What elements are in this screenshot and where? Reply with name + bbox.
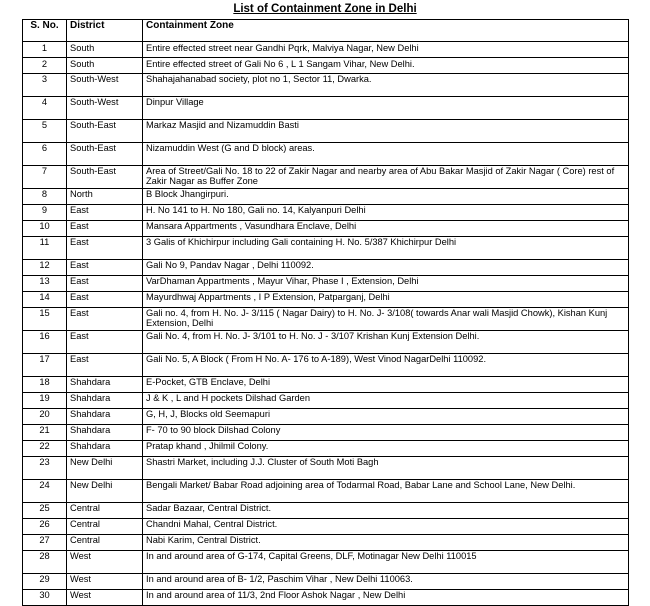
row-district: West — [67, 574, 143, 590]
row-sno: 17 — [23, 354, 67, 377]
row-district: South-West — [67, 74, 143, 97]
row-sno: 6 — [23, 143, 67, 166]
row-zone: In and around area of B- 1/2, Paschim Vihar , New Delhi 110063. — [143, 574, 629, 590]
row-district: Central — [67, 503, 143, 519]
row-zone: In and around area of G-174, Capital Greens, DLF, Motinagar New Delhi 110015 — [143, 551, 629, 574]
table-row — [23, 377, 629, 393]
table-row — [23, 97, 629, 120]
row-sno: 28 — [23, 551, 67, 574]
table-row — [23, 74, 629, 97]
row-district: Central — [67, 519, 143, 535]
row-sno: 7 — [23, 166, 67, 189]
row-zone: In and around area of 11/3, 2nd Floor Ashok Nagar , New Delhi — [143, 590, 629, 606]
row-sno: 15 — [23, 308, 67, 331]
row-district: West — [67, 551, 143, 574]
row-zone: Area of Street/Gali No. 18 to 22 of Zakir Nagar and nearby area of Abu Bakar Masjid of Zakir Nagar ( Core) rest of Zakir Nagar as Buffer Zone — [143, 166, 629, 189]
table-row — [23, 221, 629, 237]
row-district: South-East — [67, 166, 143, 189]
row-sno: 4 — [23, 97, 67, 120]
row-sno: 10 — [23, 221, 67, 237]
table-row — [23, 409, 629, 425]
row-sno: 5 — [23, 120, 67, 143]
row-zone: Gali No. 5, A Block ( From H No. A- 176 to A-189), West Vinod NagarDelhi 110092. — [143, 354, 629, 377]
row-district: Shahdara — [67, 441, 143, 457]
table-row — [23, 42, 629, 58]
row-sno: 20 — [23, 409, 67, 425]
row-district: East — [67, 260, 143, 276]
row-zone: Pratap khand , Jhilmil Colony. — [143, 441, 629, 457]
row-district: South-East — [67, 143, 143, 166]
row-zone: Nabi Karim, Central District. — [143, 535, 629, 551]
table-row — [23, 519, 629, 535]
row-sno: 24 — [23, 480, 67, 503]
row-sno: 8 — [23, 189, 67, 205]
row-sno: 9 — [23, 205, 67, 221]
table-row — [23, 574, 629, 590]
table-row — [23, 425, 629, 441]
table-row — [23, 260, 629, 276]
row-district: East — [67, 331, 143, 354]
table-row — [23, 457, 629, 480]
row-sno: 19 — [23, 393, 67, 409]
row-district: Shahdara — [67, 377, 143, 393]
table-row — [23, 503, 629, 519]
row-sno: 1 — [23, 42, 67, 58]
table-row — [23, 276, 629, 292]
table-row — [23, 292, 629, 308]
row-zone: 3 Galis of Khichirpur including Gali containing H. No. 5/387 Khichirpur Delhi — [143, 237, 629, 260]
row-sno: 27 — [23, 535, 67, 551]
row-district: East — [67, 354, 143, 377]
row-district: Shahdara — [67, 425, 143, 441]
row-sno: 16 — [23, 331, 67, 354]
row-district: South-East — [67, 120, 143, 143]
row-zone: Entire effected street near Gandhi Pqrk, Malviya Nagar, New Delhi — [143, 42, 629, 58]
table-row — [23, 58, 629, 74]
row-zone: Bengali Market/ Babar Road adjoining area of Todarmal Road, Babar Lane and School Lane, New Delhi. — [143, 480, 629, 503]
row-district: New Delhi — [67, 457, 143, 480]
row-district: Shahdara — [67, 393, 143, 409]
table-row — [23, 205, 629, 221]
row-district: West — [67, 590, 143, 606]
table-row — [23, 354, 629, 377]
row-zone: G, H, J, Blocks old Seemapuri — [143, 409, 629, 425]
row-zone: F- 70 to 90 block Dilshad Colony — [143, 425, 629, 441]
table-row — [23, 393, 629, 409]
table-row — [23, 480, 629, 503]
table-row — [23, 441, 629, 457]
table-row — [23, 143, 629, 166]
table-row — [23, 535, 629, 551]
row-zone: VarDhaman Appartments , Mayur Vihar, Phase I , Extension, Delhi — [143, 276, 629, 292]
row-sno: 14 — [23, 292, 67, 308]
row-zone: Nizamuddin West (G and D block) areas. — [143, 143, 629, 166]
row-district: East — [67, 205, 143, 221]
row-sno: 22 — [23, 441, 67, 457]
header-district: District — [67, 20, 143, 42]
row-zone: Gali No. 4, from H. No. J- 3/101 to H. No. J - 3/107 Krishan Kunj Extension Delhi. — [143, 331, 629, 354]
table-row — [23, 166, 629, 189]
row-district: East — [67, 308, 143, 331]
row-sno: 30 — [23, 590, 67, 606]
row-sno: 26 — [23, 519, 67, 535]
row-zone: Mayurdhwaj Appartments , I P Extension, Patparganj, Delhi — [143, 292, 629, 308]
containment-zone-table — [22, 19, 629, 606]
row-zone: Shastri Market, including J.J. Cluster of South Moti Bagh — [143, 457, 629, 480]
table-row — [23, 189, 629, 205]
row-zone: Sadar Bazaar, Central District. — [143, 503, 629, 519]
row-zone: Markaz Masjid and Nizamuddin Basti — [143, 120, 629, 143]
row-sno: 21 — [23, 425, 67, 441]
row-district: New Delhi — [67, 480, 143, 503]
header-sno: S. No. — [23, 20, 67, 42]
table-row — [23, 590, 629, 606]
row-zone: Shahajahanabad society, plot no 1, Sector 11, Dwarka. — [143, 74, 629, 97]
row-zone: Gali No 9, Pandav Nagar , Delhi 110092. — [143, 260, 629, 276]
row-district: North — [67, 189, 143, 205]
row-sno: 23 — [23, 457, 67, 480]
row-district: East — [67, 276, 143, 292]
row-zone: H. No 141 to H. No 180, Gali no. 14, Kalyanpuri Delhi — [143, 205, 629, 221]
table-header-row — [23, 20, 629, 42]
row-sno: 12 — [23, 260, 67, 276]
row-sno: 2 — [23, 58, 67, 74]
table-row — [23, 551, 629, 574]
row-zone: Chandni Mahal, Central District. — [143, 519, 629, 535]
table-row — [23, 120, 629, 143]
row-sno: 11 — [23, 237, 67, 260]
row-zone: B Block Jhangirpuri. — [143, 189, 629, 205]
row-district: East — [67, 292, 143, 308]
table-row — [23, 308, 629, 331]
table-body — [23, 42, 629, 606]
header-zone: Containment Zone — [143, 20, 629, 42]
row-sno: 29 — [23, 574, 67, 590]
row-sno: 13 — [23, 276, 67, 292]
table-row — [23, 237, 629, 260]
document-title: List of Containment Zone in Delhi — [233, 3, 417, 15]
row-district: East — [67, 237, 143, 260]
row-sno: 3 — [23, 74, 67, 97]
row-zone: Gali no. 4, from H. No. J- 3/115 ( Nagar Dairy) to H. No. J- 3/108( towards Anar wali Masjid Chowk), Kishan Kunj Extension, Delhi — [143, 308, 629, 331]
row-zone: Dinpur Village — [143, 97, 629, 120]
row-sno: 25 — [23, 503, 67, 519]
row-district: East — [67, 221, 143, 237]
row-sno: 18 — [23, 377, 67, 393]
row-district: South — [67, 58, 143, 74]
table-row — [23, 331, 629, 354]
row-zone: E-Pocket, GTB Enclave, Delhi — [143, 377, 629, 393]
row-zone: Mansara Appartments , Vasundhara Enclave, Delhi — [143, 221, 629, 237]
row-district: South-West — [67, 97, 143, 120]
row-district: South — [67, 42, 143, 58]
row-district: Shahdara — [67, 409, 143, 425]
row-district: Central — [67, 535, 143, 551]
row-zone: Entire effected street of Gali No 6 , L 1 Sangam Vihar, New Delhi. — [143, 58, 629, 74]
row-zone: J & K , L and H pockets Dilshad Garden — [143, 393, 629, 409]
